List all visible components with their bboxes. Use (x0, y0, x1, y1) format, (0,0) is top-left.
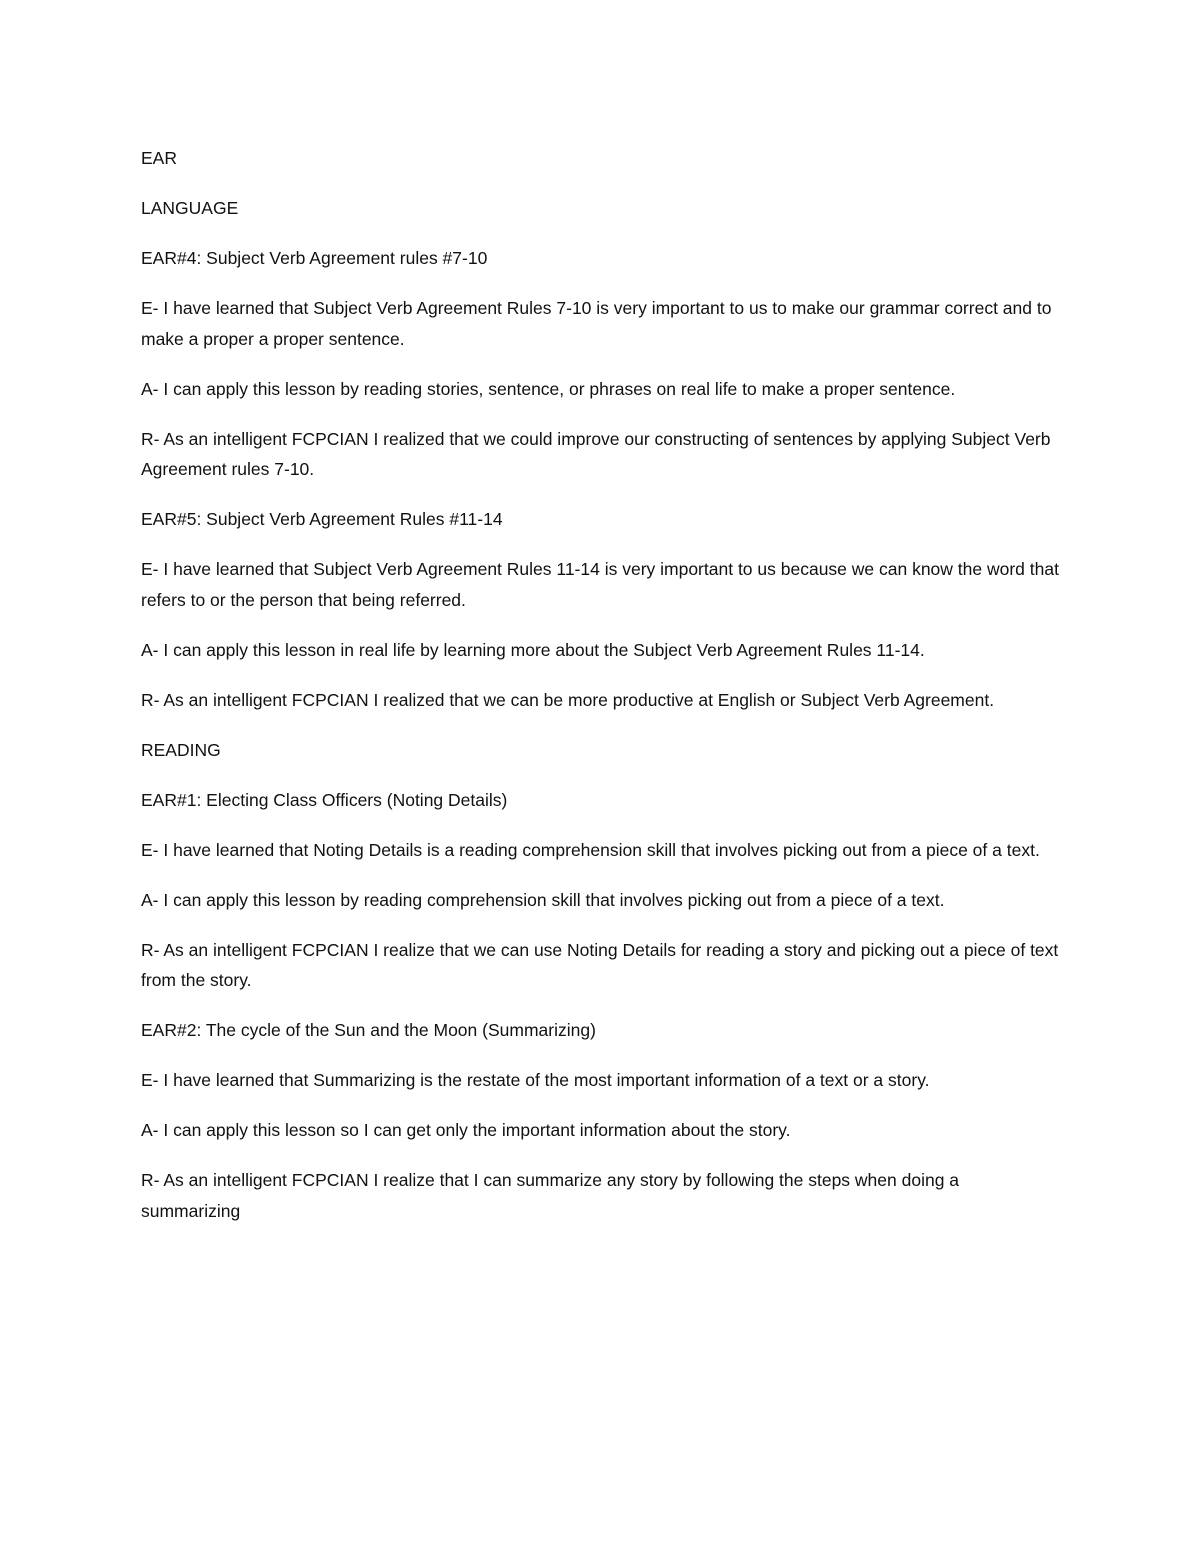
entry-reflect: R- As an intelligent FCPCIAN I realized that we can be more productive at English or Subject Verb Agreement. (141, 689, 995, 710)
entry-reflect: R- As an intelligent FCPCIAN I realize that I can summarize any story by following the steps when doing a summarizing (141, 1170, 960, 1221)
entry-explore: E- I have learned that Subject Verb Agreement Rules 11-14 is very important to us because we can know the word that refers to or the person that being referred. (141, 559, 1059, 610)
entry-reflect: R- As an intelligent FCPCIAN I realized that we could improve our constructing of sentences by applying Subject Verb Agreement rules 7-10. (141, 428, 1051, 479)
entry-explore: E- I have learned that Noting Details is a reading comprehension skill that involves picking out from a piece of a text. (141, 839, 1040, 860)
document-title: EAR (141, 148, 177, 168)
entry-title: EAR#1: Electing Class Officers (Noting Details) (141, 789, 508, 810)
entry-title: EAR#4: Subject Verb Agreement rules #7-10 (141, 248, 488, 268)
entry-title: EAR#2: The cycle of the Sun and the Moon (Summarizing) (141, 1020, 596, 1040)
entry-apply: A- I can apply this lesson so I can get only the important information about the story. (141, 1120, 791, 1140)
entry-title: EAR#5: Subject Verb Agreement Rules #11-14 (141, 509, 503, 529)
section-heading-reading: READING (141, 739, 221, 760)
entry-explore: E- I have learned that Subject Verb Agreement Rules 7-10 is very important to us to make our grammar correct and to make a proper a proper sentence. (141, 298, 1052, 349)
entry-explore: E- I have learned that Summarizing is the restate of the most important information of a text or a story. (141, 1070, 930, 1090)
entry-reflect: R- As an intelligent FCPCIAN I realize that we can use Noting Details for reading a story and picking out a piece of text from the story. (141, 939, 1059, 990)
document-body (141, 143, 1061, 1246)
entry-apply: A- I can apply this lesson by reading stories, sentence, or phrases on real life to make a proper sentence. (141, 378, 956, 399)
section-heading-language: LANGUAGE (141, 198, 239, 218)
entry-apply: A- I can apply this lesson by reading comprehension skill that involves picking out from a piece of a text. (141, 889, 945, 910)
entry-apply: A- I can apply this lesson in real life by learning more about the Subject Verb Agreement Rules 11-14. (141, 639, 925, 660)
